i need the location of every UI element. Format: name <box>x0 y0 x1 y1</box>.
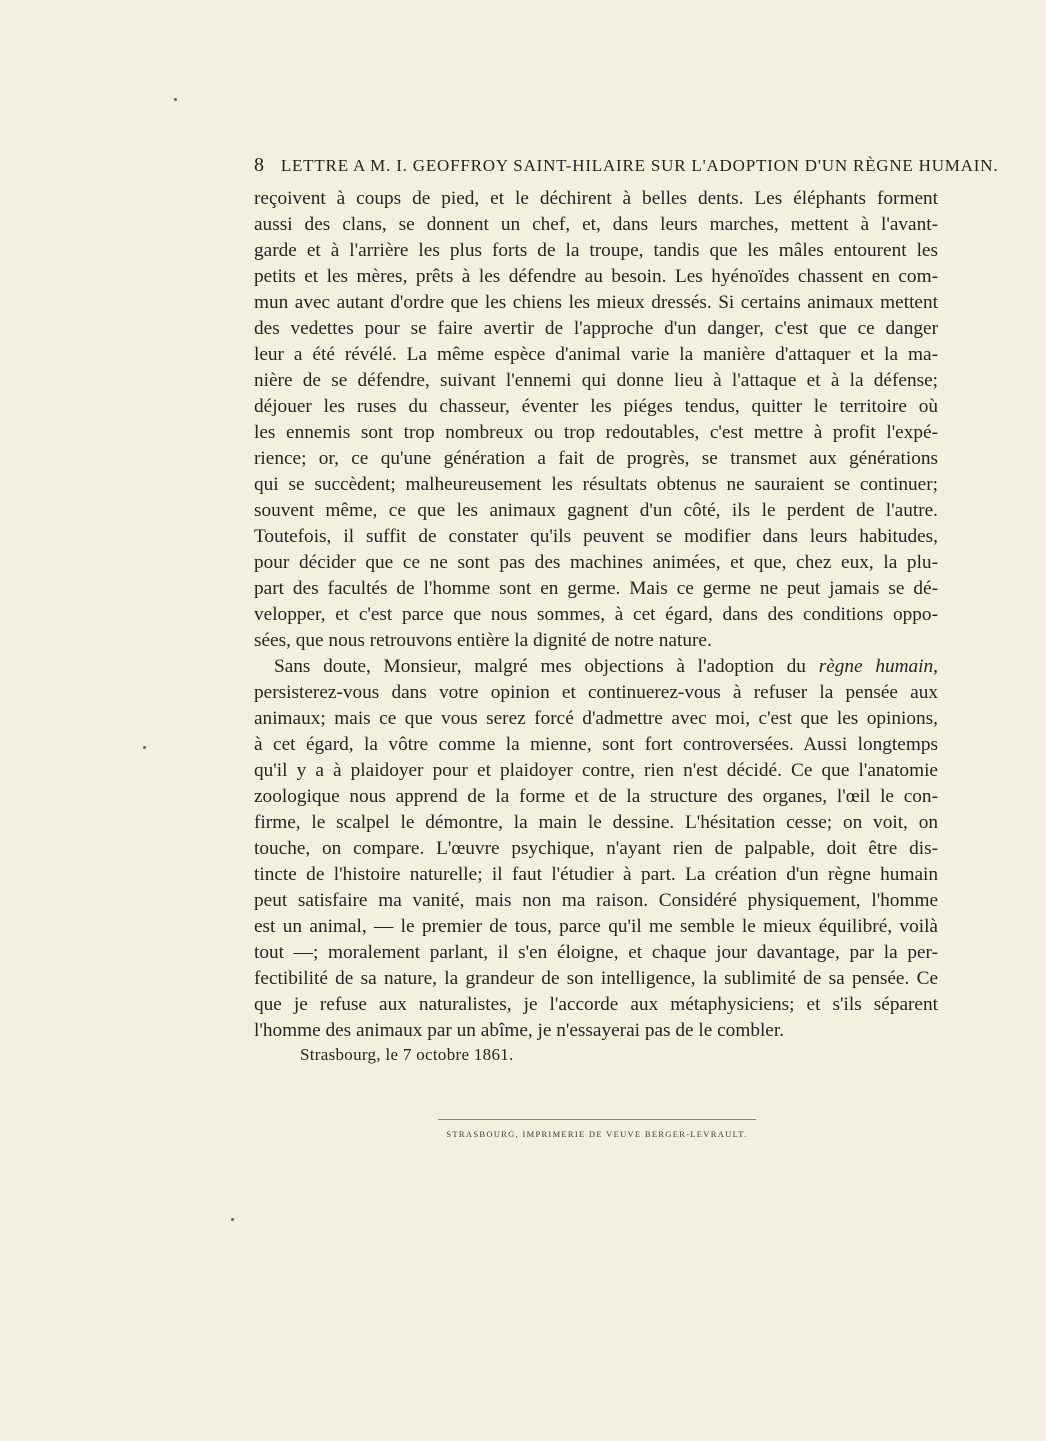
page-number: 8 <box>254 154 265 176</box>
text-line: que je refuse aux naturalistes, je l'accorde aux métaphysiciens; et s'ils séparent <box>254 994 938 1015</box>
place-date-signature: Strasbourg, le 7 octobre 1861. <box>300 1045 514 1064</box>
margin-speck <box>174 98 177 101</box>
text-line: firme, le scalpel le démontre, la main le dessine. L'hésitation cesse; on voit, on <box>254 812 938 833</box>
text-line: zoologique nous apprend de la forme et de la structure des organes, l'œil le con- <box>254 786 938 807</box>
text-line: animaux; mais ce que vous serez forcé d'admettre avec moi, c'est que les opinions, <box>254 708 938 729</box>
text-line: nière de se défendre, suivant l'ennemi qui donne lieu à l'attaque et à la défense; <box>254 370 938 391</box>
text-line: qu'il y a à plaidoyer pour et plaidoyer contre, rien n'est décidé. Ce que l'anatomie <box>254 760 938 781</box>
margin-speck <box>231 1218 234 1221</box>
text-line: qui se succèdent; malheureusement les résultats obtenus ne sauraient se continuer; <box>254 474 938 495</box>
text-line: fectibilité de sa nature, la grandeur de son intelligence, la sublimité de sa pensée. Ce <box>254 968 938 989</box>
text-line: tincte de l'histoire naturelle; il faut l'étudier à part. La création d'un règne humain <box>254 864 938 885</box>
body-text <box>254 186 938 1044</box>
colophon-rule <box>438 1119 756 1120</box>
text-line: petits et les mères, prêts à les défendre au besoin. Les hyénoïdes chassent en com- <box>254 266 938 287</box>
text-line: aussi des clans, se donnent un chef, et, dans leurs marches, mettent à l'avant- <box>254 214 938 235</box>
text-line: l'homme des animaux par un abîme, je n'essayerai pas de le combler. <box>254 1020 785 1041</box>
text-line: à cet égard, la vôtre comme la mienne, sont fort controversées. Aussi longtemps <box>254 734 938 755</box>
text-line: des vedettes pour se faire avertir de l'approche d'un danger, c'est que ce danger <box>254 318 938 339</box>
text-line: peut satisfaire ma vanité, mais non ma raison. Considéré physiquement, l'homme <box>254 890 938 911</box>
text-line: pour décider que ce ne sont pas des machines animées, et que, chez eux, la plu- <box>254 552 938 573</box>
running-title: LETTRE A M. I. GEOFFROY SAINT-HILAIRE SUR L'ADOPTION D'UN RÈGNE HUMAIN. <box>280 156 999 175</box>
text-line: souvent même, ce que les animaux gagnent d'un côté, ils le perdent de l'autre. <box>254 500 938 521</box>
text-line: est un animal, — le premier de tous, parce qu'il me semble le mieux équilibré, voilà <box>254 916 938 937</box>
paragraph-first-line <box>254 654 938 680</box>
text-line: les ennemis sont trop nombreux ou trop redoutables, c'est mettre à profit l'expé- <box>254 422 938 443</box>
text-line: garde et à l'arrière les plus forts de la troupe, tandis que les mâles entourent les <box>254 240 938 261</box>
text-line: rience; or, ce qu'une génération a fait de progrès, se transmet aux générations <box>254 448 938 469</box>
italic-term: règne humain, <box>818 656 938 677</box>
text-line: touche, on compare. L'œuvre psychique, n'ayant rien de palpable, doit être dis- <box>254 838 938 859</box>
text-line: sées, que nous retrouvons entière la dignité de notre nature. <box>254 630 712 651</box>
margin-speck <box>143 746 146 749</box>
text-line: velopper, et c'est parce que nous sommes, à cet égard, dans des conditions oppo- <box>254 604 938 625</box>
text-line: part des facultés de l'homme sont en germe. Mais ce germe ne peut jamais se dé- <box>254 578 938 599</box>
printer-colophon: STRASBOURG, IMPRIMERIE DE VEUVE BERGER-LEVRAULT. <box>446 1129 748 1139</box>
text-line: persisterez-vous dans votre opinion et continuerez-vous à refuser la pensée aux <box>254 682 938 703</box>
text-line: leur a été révélé. La même espèce d'animal varie la manière d'attaquer et la ma- <box>254 344 938 365</box>
text-line: mun avec autant d'ordre que les chiens les mieux dressés. Si certains animaux mettent <box>254 292 938 313</box>
text-line: reçoivent à coups de pied, et le déchirent à belles dents. Les éléphants forment <box>254 188 938 209</box>
running-header <box>254 154 999 177</box>
paragraph-opening: Sans doute, Monsieur, malgré mes objections à l'adoption du <box>274 656 806 677</box>
text-line: déjouer les ruses du chasseur, éventer les piéges tendus, quitter le territoire où <box>254 396 938 417</box>
text-line: tout —; moralement parlant, il s'en éloigne, et chaque jour davantage, par la per- <box>254 942 938 963</box>
text-line: Toutefois, il suffit de constater qu'ils peuvent se modifier dans leurs habitudes, <box>254 526 938 547</box>
